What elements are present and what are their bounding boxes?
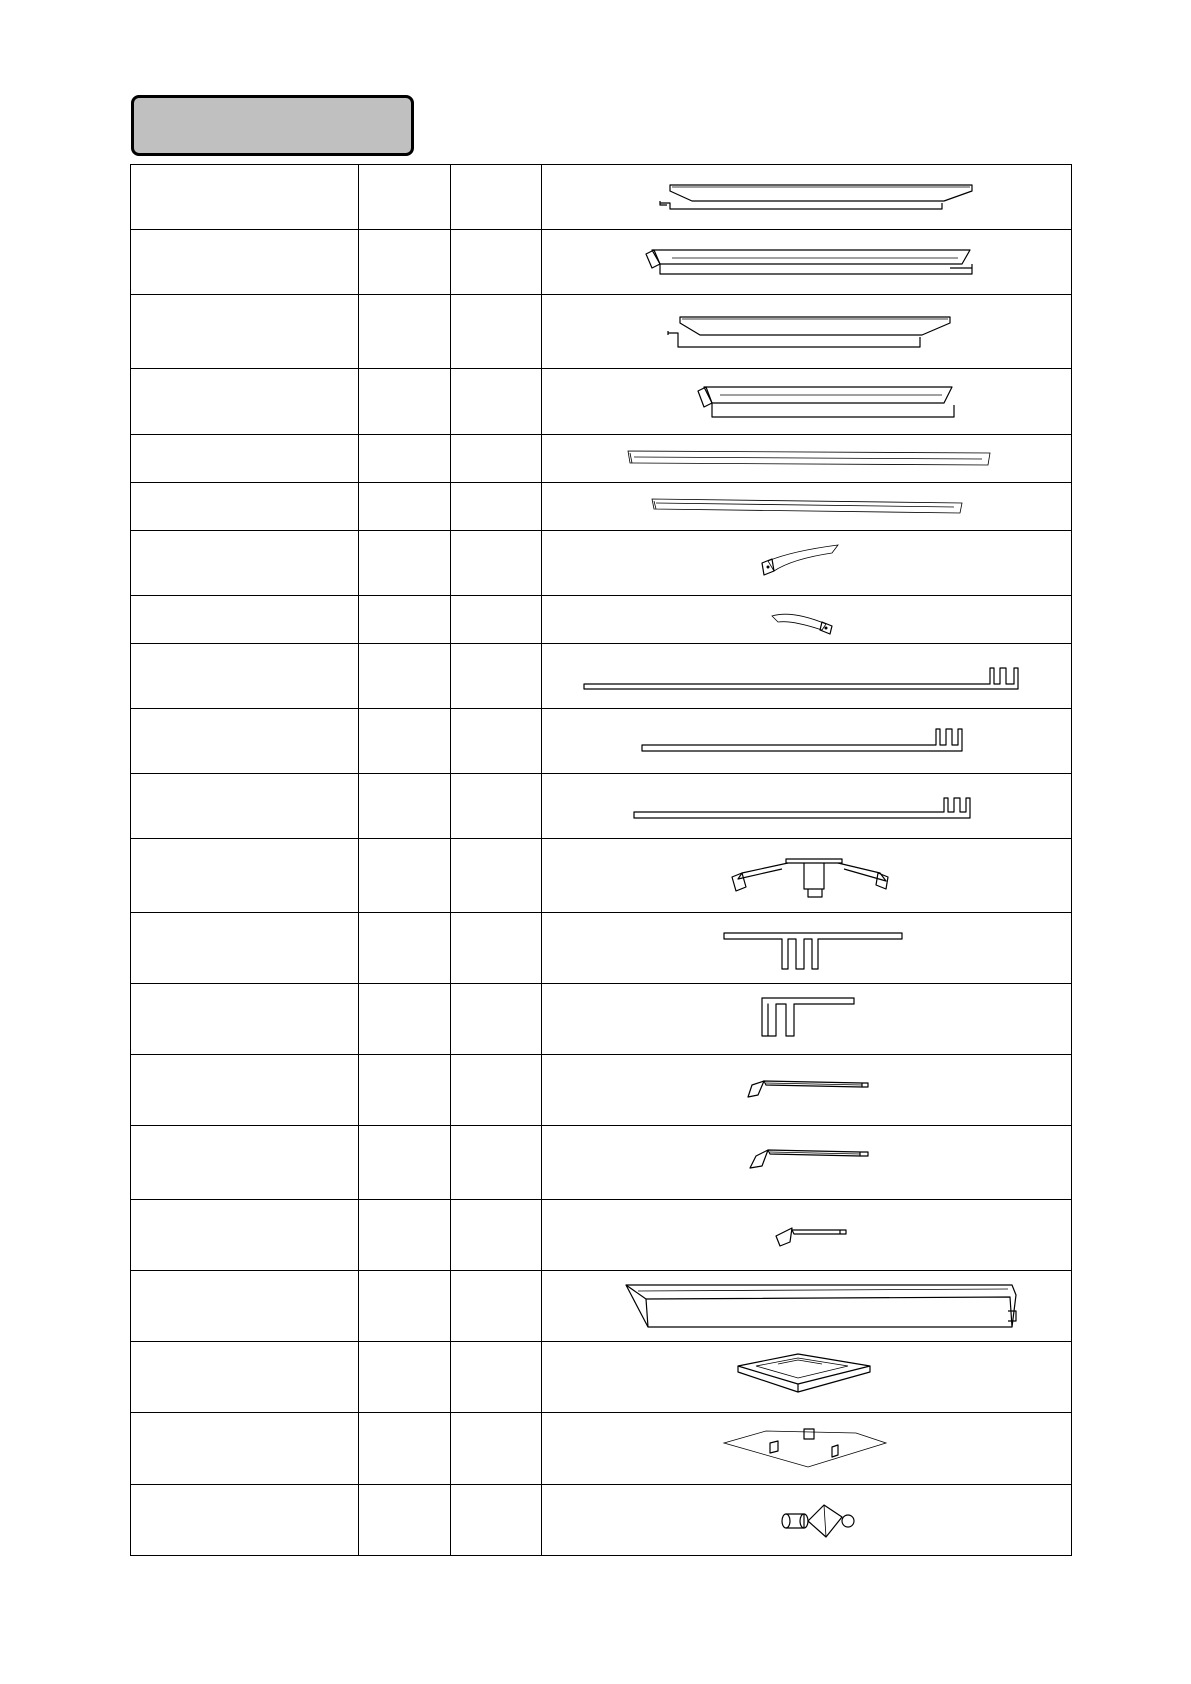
short-tube-icon <box>542 483 1072 530</box>
part-code <box>359 369 451 435</box>
part-name <box>131 369 359 435</box>
part-illustration <box>542 483 1072 531</box>
part-name <box>131 531 359 596</box>
part-illustration <box>542 435 1072 483</box>
long-eave-beam-flared-icon <box>542 230 1072 294</box>
part-illustration <box>542 531 1072 596</box>
table-row <box>131 165 1072 230</box>
part-code <box>359 1485 451 1556</box>
part-qty <box>451 1342 542 1413</box>
table-row <box>131 1485 1072 1556</box>
table-row <box>131 483 1072 531</box>
section-title <box>131 95 414 156</box>
long-tube-icon <box>542 435 1072 482</box>
part-qty <box>451 1126 542 1200</box>
part-qty <box>451 644 542 709</box>
part-qty <box>451 1271 542 1342</box>
part-qty <box>451 709 542 774</box>
part-illustration <box>542 596 1072 644</box>
part-code <box>359 531 451 596</box>
part-name <box>131 644 359 709</box>
table-row <box>131 596 1072 644</box>
table-row <box>131 295 1072 369</box>
table-row <box>131 774 1072 839</box>
part-code <box>359 1126 451 1200</box>
part-illustration <box>542 1271 1072 1342</box>
part-qty <box>451 295 542 369</box>
part-name <box>131 984 359 1055</box>
part-qty <box>451 1413 542 1485</box>
part-qty <box>451 984 542 1055</box>
table-row <box>131 839 1072 913</box>
part-name <box>131 1271 359 1342</box>
finial-icon <box>542 1485 1072 1555</box>
part-code <box>359 709 451 774</box>
table-row <box>131 913 1072 984</box>
part-name <box>131 709 359 774</box>
curved-brace-right-icon <box>542 531 1072 595</box>
table-row <box>131 1200 1072 1271</box>
part-illustration <box>542 644 1072 709</box>
part-code <box>359 1342 451 1413</box>
part-illustration <box>542 1055 1072 1126</box>
short-rafter-icon <box>542 1200 1072 1270</box>
part-illustration <box>542 1342 1072 1413</box>
part-code <box>359 839 451 913</box>
ridge-panel-icon <box>542 1271 1072 1341</box>
long-rail-with-bracket-icon <box>542 644 1072 708</box>
rail-with-bracket-icon <box>542 774 1072 838</box>
part-illustration <box>542 1413 1072 1485</box>
part-name <box>131 483 359 531</box>
table-row <box>131 531 1072 596</box>
part-code <box>359 1200 451 1271</box>
part-code <box>359 913 451 984</box>
part-illustration <box>542 1485 1072 1556</box>
part-code <box>359 165 451 230</box>
part-name <box>131 1342 359 1413</box>
part-illustration <box>542 709 1072 774</box>
table-row <box>131 435 1072 483</box>
part-illustration <box>542 295 1072 369</box>
roof-rafter-alt-icon <box>542 1126 1072 1199</box>
part-qty <box>451 913 542 984</box>
medium-eave-beam-icon <box>542 295 1072 368</box>
part-qty <box>451 596 542 644</box>
part-name <box>131 165 359 230</box>
table-row <box>131 984 1072 1055</box>
part-qty <box>451 165 542 230</box>
part-code <box>359 596 451 644</box>
parts-list-table <box>130 164 1072 1556</box>
table-row <box>131 369 1072 435</box>
part-illustration <box>542 774 1072 839</box>
part-qty <box>451 435 542 483</box>
part-name <box>131 435 359 483</box>
curved-brace-left-icon <box>542 596 1072 643</box>
part-illustration <box>542 913 1072 984</box>
part-code <box>359 483 451 531</box>
base-plate-icon <box>542 1342 1072 1412</box>
part-name <box>131 295 359 369</box>
part-qty <box>451 1200 542 1271</box>
part-code <box>359 1413 451 1485</box>
short-eave-beam-flared-icon <box>542 369 1072 434</box>
table-row <box>131 1055 1072 1126</box>
part-code <box>359 774 451 839</box>
long-eave-beam-icon <box>542 165 1072 229</box>
part-code <box>359 984 451 1055</box>
part-code <box>359 1271 451 1342</box>
table-row <box>131 709 1072 774</box>
table-row <box>131 1413 1072 1485</box>
part-name <box>131 1485 359 1556</box>
part-qty <box>451 369 542 435</box>
part-name <box>131 839 359 913</box>
part-illustration <box>542 1126 1072 1200</box>
medium-rail-with-bracket-icon <box>542 709 1072 773</box>
part-name <box>131 1126 359 1200</box>
table-row <box>131 230 1072 295</box>
part-name <box>131 596 359 644</box>
mounting-plate-icon <box>542 1413 1072 1484</box>
part-qty <box>451 483 542 531</box>
part-code <box>359 644 451 709</box>
top-hub-connector-icon <box>542 839 1072 912</box>
part-name <box>131 1200 359 1271</box>
table-row <box>131 644 1072 709</box>
part-qty <box>451 839 542 913</box>
part-code <box>359 230 451 295</box>
part-name <box>131 1413 359 1485</box>
part-name <box>131 230 359 295</box>
part-illustration <box>542 230 1072 295</box>
roof-rafter-icon <box>542 1055 1072 1125</box>
part-code <box>359 435 451 483</box>
part-name <box>131 1055 359 1126</box>
table-row <box>131 1342 1072 1413</box>
part-code <box>359 1055 451 1126</box>
t-connector-icon <box>542 913 1072 983</box>
part-qty <box>451 1055 542 1126</box>
part-illustration <box>542 839 1072 913</box>
part-illustration <box>542 1200 1072 1271</box>
table-row <box>131 1271 1072 1342</box>
part-qty <box>451 531 542 596</box>
l-connector-icon <box>542 984 1072 1054</box>
part-name <box>131 913 359 984</box>
part-qty <box>451 1485 542 1556</box>
part-illustration <box>542 165 1072 230</box>
part-name <box>131 774 359 839</box>
part-code <box>359 295 451 369</box>
table-row <box>131 1126 1072 1200</box>
part-illustration <box>542 984 1072 1055</box>
part-illustration <box>542 369 1072 435</box>
part-qty <box>451 774 542 839</box>
part-qty <box>451 230 542 295</box>
